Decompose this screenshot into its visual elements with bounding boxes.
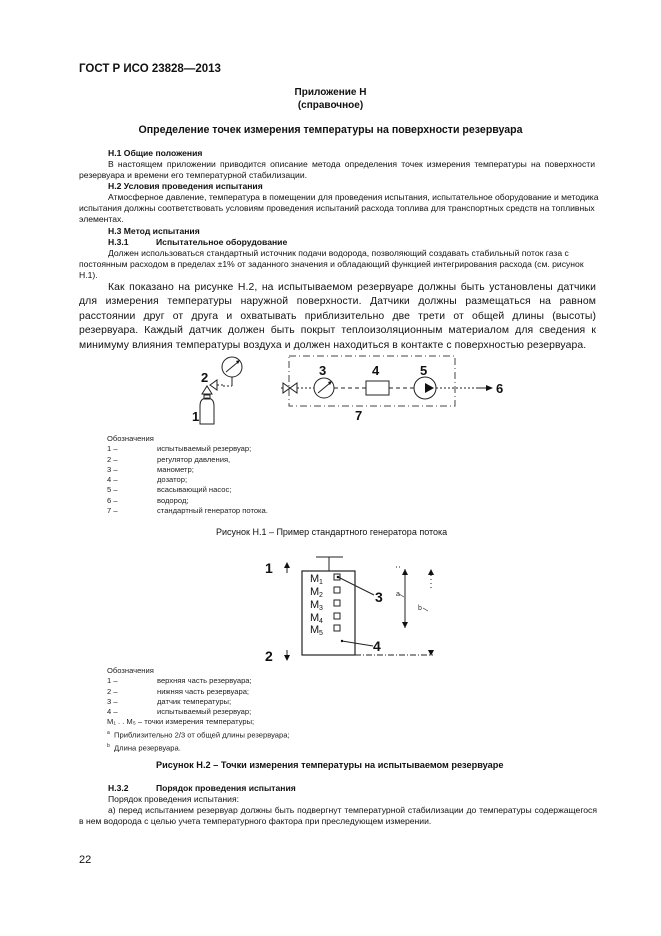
legend-row: 4 – испытываемый резервуар; xyxy=(107,707,252,717)
svg-text:M: M xyxy=(310,586,320,598)
doser-icon xyxy=(366,381,389,395)
legend-m-row: М₁ . . М₅ – точки измерения температуры; xyxy=(107,717,255,727)
legend-row: 7 – стандартный генератор потока. xyxy=(107,506,268,516)
section-h32-item-a: а) перед испытанием резервуар должны быть подвергнут температурной стабилизации до температуры содержащегося в нем водорода с целью учета температурного фактора при преследующем измерении. xyxy=(79,805,597,826)
figure2-caption: Рисунок Н.2 – Точки измерения температуры на испытываемом резервуаре xyxy=(156,760,504,770)
figure1-diagram xyxy=(185,350,525,430)
legend-row: 1 – верхняя часть резервуара; xyxy=(107,676,252,686)
section-h32-intro: Порядок проведения испытания: xyxy=(108,794,240,804)
svg-text:b: b xyxy=(418,605,422,612)
svg-text:4: 4 xyxy=(373,638,381,654)
legend-row: 2 – регулятор давления, xyxy=(107,454,231,464)
svg-text:3: 3 xyxy=(319,605,323,612)
section-h3-title: Н.3 Метод испытания xyxy=(108,226,200,236)
legend-row: 3 – манометр; xyxy=(107,464,194,474)
legend-note-a: $^a$ Приблизительно 2/3 от общей длины резервуара; xyxy=(107,729,290,740)
legend-row: 4 – дозатор; xyxy=(107,475,188,485)
down-arrow-icon xyxy=(284,655,290,661)
up-arrow-icon xyxy=(284,562,290,568)
svg-text:M: M xyxy=(310,612,320,624)
figure1-legend xyxy=(107,434,268,516)
appendix-heading: Определение точек измерения температуры на поверхности резервуара xyxy=(138,124,523,136)
svg-text:4: 4 xyxy=(372,363,380,378)
svg-text:M: M xyxy=(310,573,320,585)
svg-text:7: 7 xyxy=(355,408,363,423)
svg-text:6: 6 xyxy=(496,381,504,396)
svg-text:5: 5 xyxy=(420,363,428,378)
section-h32-number: Н.3.2 xyxy=(108,783,129,793)
svg-text:a: a xyxy=(396,591,400,598)
standard-header: ГОСТ Р ИСО 23828—2013 xyxy=(79,63,221,75)
svg-text:2: 2 xyxy=(201,370,209,385)
legend-row: 1 – испытываемый резервуар; xyxy=(107,444,252,454)
figure2-legend xyxy=(107,666,290,753)
section-h2-title: Н.2 Условия проведения испытания xyxy=(108,181,263,191)
section-h1-text: В настоящем приложении приводится описание метода определения точек измерения температуры на поверхности резервуара и времени его температурной стабилизации. xyxy=(79,159,595,180)
arrow-icon xyxy=(486,385,493,391)
legend-row: 2 – нижняя часть резервуара; xyxy=(107,686,250,696)
svg-text:3: 3 xyxy=(319,363,327,378)
section-h1-title: Н.1 Общие положения xyxy=(108,148,203,158)
section-h31-number: Н.3.1 xyxy=(108,237,129,247)
legend-title: Обозначения xyxy=(107,666,154,675)
svg-text:1: 1 xyxy=(265,560,273,576)
section-h31-text1: Должен использоваться стандартный источник подачи водорода, позволяющий создавать стабильный поток газа с постоянным расходом в пределах ±1% от заданного значения и обладающий функцией интегрирования расхода (см. рисунок Н.1). xyxy=(79,248,584,280)
svg-text:2: 2 xyxy=(319,592,323,599)
cylinder-icon xyxy=(200,398,214,424)
page-number: 22 xyxy=(79,854,92,866)
section-h2-text: Атмосферное давление, температура в помещении для проведения испытания, испытательное оборудование и методика испытания должны соответствовать условиям проведения испытаний расхода топлива для транспортных средств на топливных элементах. xyxy=(79,192,599,224)
svg-text:3: 3 xyxy=(375,589,383,605)
shutoff-valve-icon xyxy=(283,383,297,393)
figure1-caption: Рисунок Н.1 – Пример стандартного генератора потока xyxy=(216,527,448,537)
regulator-icon xyxy=(202,386,212,394)
svg-text:M: M xyxy=(310,599,320,611)
section-h31-text2: Как показано на рисунке Н.2, на испытываемом резервуаре должны быть установлены датчики для измерения температуры наружной поверхности. Датчики должны размещаться на равном расстоянии друг от друга и охватывать приблизительно две трети от общей длины (высоты) резервуара. Каждый датчик должен быть покрыт теплоизоляционным материалом для сведения к минимуму влияния температуры воздуха и должен находиться в контакте с поверхностью резервуара. xyxy=(79,282,596,351)
svg-text:1: 1 xyxy=(192,409,200,424)
svg-text:2: 2 xyxy=(265,648,273,664)
legend-note-b: $^b$ Длина резервуара. xyxy=(107,742,181,753)
section-h32-title: Порядок проведения испытания xyxy=(156,783,296,793)
section-h31-title: Испытательное оборудование xyxy=(156,237,288,247)
legend-row: 3 – датчик температуры; xyxy=(107,696,232,706)
legend-row: 5 – всасывающий насос; xyxy=(107,485,232,495)
svg-text:1: 1 xyxy=(319,579,323,586)
legend-row: 6 – водород; xyxy=(107,495,189,505)
figure2-diagram xyxy=(255,552,450,668)
appendix-title: Приложение Н xyxy=(294,87,367,98)
svg-text:4: 4 xyxy=(319,618,323,625)
svg-text:5: 5 xyxy=(319,630,323,637)
legend-title: Обозначения xyxy=(107,434,154,443)
appendix-subtitle: (справочное) xyxy=(297,100,364,111)
svg-text:M: M xyxy=(310,624,320,636)
